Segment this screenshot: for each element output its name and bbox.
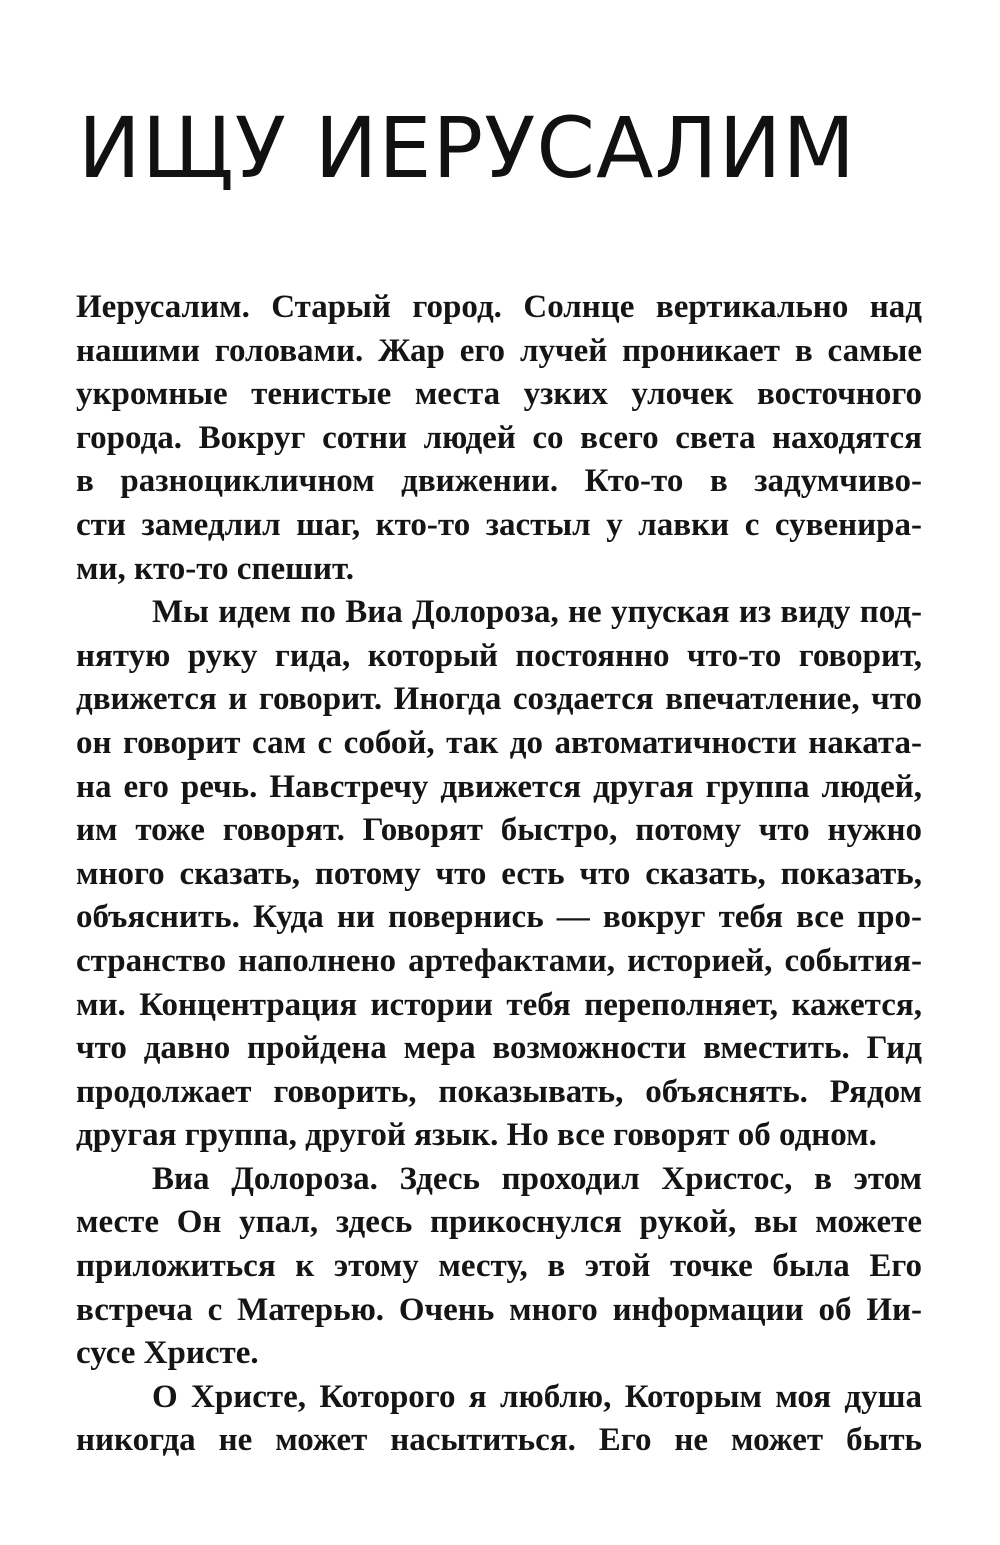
text-line: им тоже говорят. Говорят быстро, потому что нужно [76,812,922,849]
text-line: в разноцикличном движении. Кто-то в задумчиво- [76,463,922,500]
text-line: Иерусалим. Старый город. Солнце вертикально над [76,289,922,325]
paragraph-1 [76,286,922,591]
text-line: что давно пройдена мера возможности вместить. Гид [76,1030,922,1067]
text-line: нашими головами. Жар его лучей проникает в самые [76,332,922,369]
text-line: города. Вокруг сотни людей со всего света находятся [76,419,922,456]
text-line: продолжает говорить, показывать, объяснять. Рядом [76,1073,922,1110]
text-line: сусе Христе. [76,1335,259,1372]
chapter-title: ИЩУ ИЕРУСАЛИМ [78,99,856,197]
text-line: ми. Концентрация истории тебя переполняет, кажется, [76,986,922,1023]
text-line: месте Он упал, здесь прикоснулся рукой, вы можете [76,1204,922,1241]
text-line: никогда не может насытиться. Его не может быть [76,1422,922,1459]
text-line: странство наполнено артефактами, историей, события- [76,942,922,979]
text-line: О Христе, Которого я люблю, Которым моя душа [152,1378,922,1415]
text-line: сти замедлил шаг, кто-то застыл у лавки с сувенира- [76,506,922,543]
text-line: ми, кто-то спешит. [76,550,354,587]
text-line: встреча с Матерью. Очень много информации об Ии- [76,1291,922,1328]
text-line: объяснить. Куда ни повернись — вокруг тебя все про- [76,899,922,936]
text-line: другая группа, другой язык. Но все говорят об одном. [76,1117,877,1154]
text-line: Виа Долороза. Здесь проходил Христос, в этом [152,1160,922,1197]
paragraph-4 [76,1376,922,1463]
text-line: Мы идем по Виа Долороза, не упуская из виду под- [152,594,922,631]
text-line: много сказать, потому что есть что сказать, показать, [76,855,922,892]
text-line: приложиться к этому месту, в этой точке была Его [76,1248,922,1285]
text-line: на его речь. Навстречу движется другая группа людей, [76,768,922,805]
text-line: укромные тенистые места узких улочек восточного [76,376,922,413]
text-line: нятую руку гида, который постоянно что-то говорит, [76,637,922,674]
paragraph-3 [76,1158,922,1376]
body-text [76,286,922,1463]
text-line: он говорит сам с собой, так до автоматичности наката- [76,724,922,761]
text-line: движется и говорит. Иногда создается впечатление, что [76,681,922,718]
paragraph-2 [76,591,922,1158]
